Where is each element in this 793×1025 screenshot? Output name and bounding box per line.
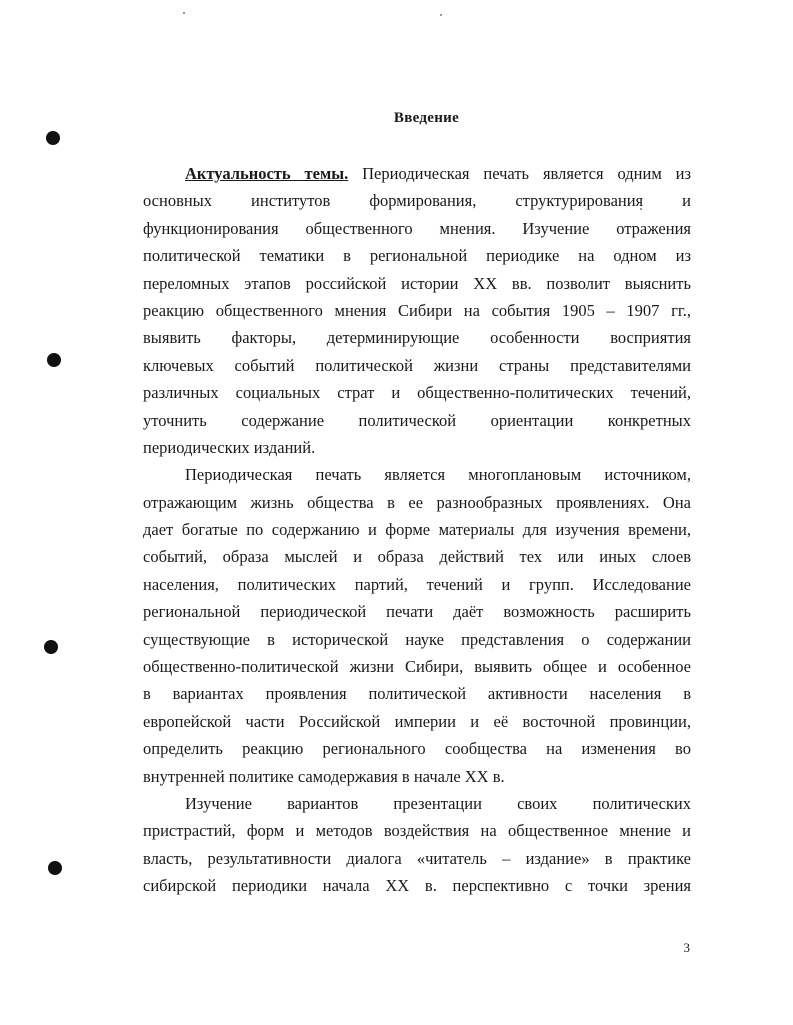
text-line: функционирования общественного мнения. Изучение отражения xyxy=(143,218,691,238)
text-line: сибирской периодики начала XX в. перспективно с точки зрения xyxy=(143,876,691,896)
text-line: существующие в исторической науке представления о содержании xyxy=(143,629,691,649)
punch-hole-mark xyxy=(44,640,58,654)
text-line: общественно-политической жизни Сибири, выявить общее и особенное xyxy=(143,657,691,677)
text-line: основных институтов формирования, структурирования и xyxy=(143,191,691,211)
text-line: периодических изданий. xyxy=(143,437,316,457)
text-line: отражающим жизнь общества в ее разнообразных проявлениях. Она xyxy=(143,492,691,512)
text-line: внутренней политике самодержавия в начале XX в. xyxy=(143,766,505,786)
text-line: событий, образа мыслей и образа действий тех или иных слоев xyxy=(143,547,691,567)
body-text xyxy=(143,160,691,900)
text-line: ключевых событий политической жизни страны представителями xyxy=(143,355,691,375)
paragraph xyxy=(143,790,691,900)
text-line: Актуальность темы. Периодическая печать является одним из xyxy=(185,164,692,183)
text-line: выявить факторы, детерминирующие особенности восприятия xyxy=(143,328,691,348)
text-line: власть, результативности диалога «читатель – издание» в практике xyxy=(143,848,691,868)
text-line: пристрастий, форм и методов воздействия на общественное мнение и xyxy=(143,821,691,841)
text-line: переломных этапов российской истории XX вв. позволит выяснить xyxy=(143,273,691,293)
scan-speck xyxy=(183,12,185,14)
text-line: политической тематики в региональной периодике на одном из xyxy=(143,246,691,266)
text-line: Изучение вариантов презентации своих политических xyxy=(185,793,691,813)
punch-hole-mark xyxy=(47,353,61,367)
text-line: различных социальных страт и общественно-политических течений, xyxy=(143,383,691,403)
text-line: определить реакцию регионального сообщества на изменения во xyxy=(143,739,691,759)
text-line: реакцию общественного мнения Сибири на события 1905 – 1907 гг., xyxy=(143,300,691,320)
text-line: населения, политических партий, течений и групп. Исследование xyxy=(143,574,691,594)
paragraph xyxy=(143,160,691,461)
topic-title: Актуальность темы. xyxy=(185,164,349,183)
text-line: уточнить содержание политической ориентации конкретных xyxy=(143,410,691,430)
scan-speck xyxy=(440,14,442,16)
text-line: региональной периодической печати даёт возможность расширить xyxy=(143,602,691,622)
text-line: европейской части Российской империи и её восточной провинции, xyxy=(143,711,691,731)
text-line: Периодическая печать является многоплановым источником, xyxy=(185,465,691,485)
page-number: 3 xyxy=(683,940,690,955)
page-heading: Введение xyxy=(393,110,460,126)
punch-hole-mark xyxy=(46,131,60,145)
paragraph xyxy=(143,461,691,790)
punch-hole-mark xyxy=(48,861,62,875)
text-line: дает богатые по содержанию и форме материалы для изучения времени, xyxy=(143,520,691,540)
text-line: в вариантах проявления политической активности населения в xyxy=(143,684,691,704)
